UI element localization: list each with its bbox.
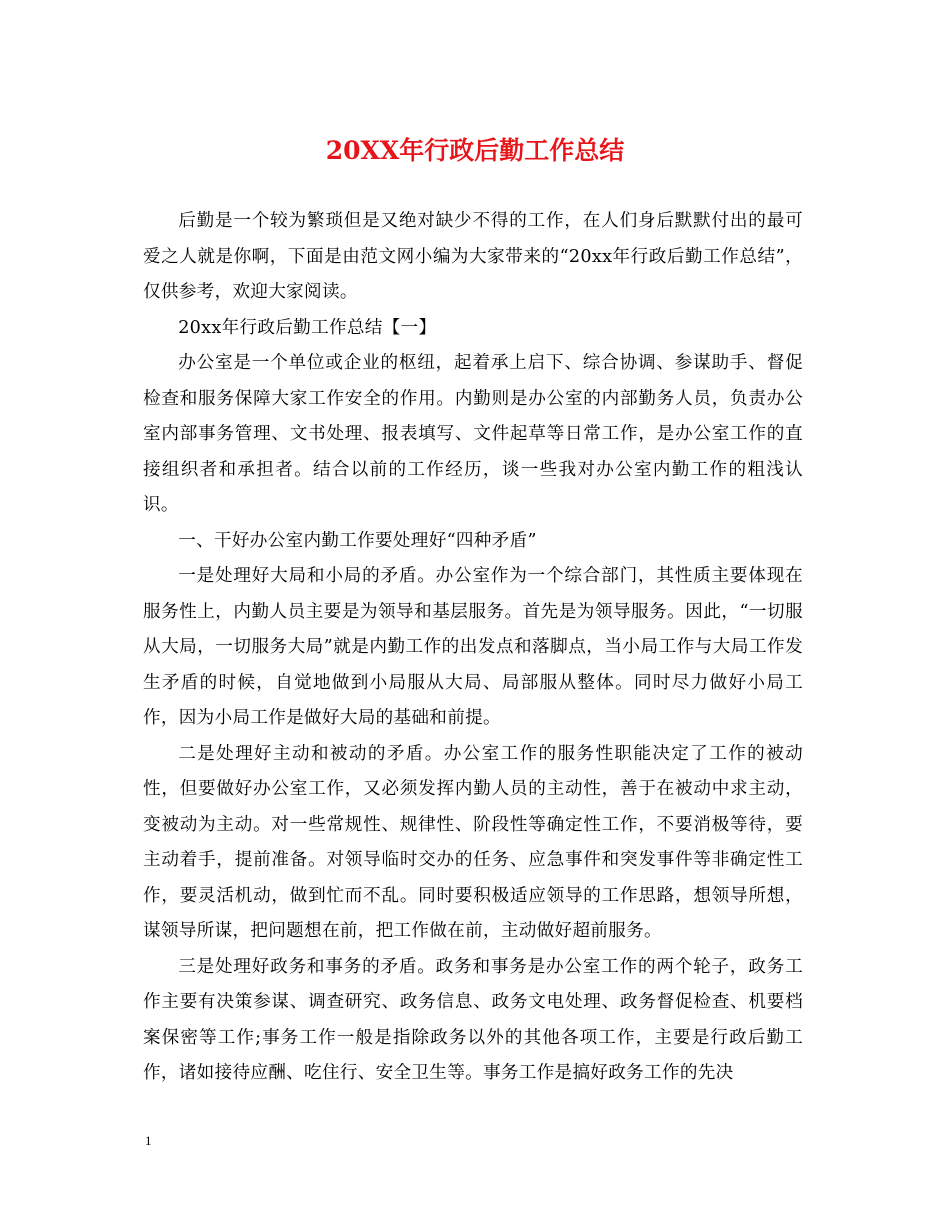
document-title: 20XX年行政后勤工作总结	[325, 136, 625, 165]
body-paragraph: 一是处理好大局和小局的矛盾。办公室作为一个综合部门，其性质主要体现在服务性上，内勤人员主要是为领导和基层服务。首先是为领导服务。因此，“一切服从大局，一切服务大局”就是内勤工作的出发点和落脚点，当小局工作与大局工作发生矛盾的时候，自觉地做到小局服从大局、局部服从整体。同时尽力做好小局工作，因为小局工作是做好大局的基础和前提。	[143, 566, 803, 728]
page-number: 1	[145, 1133, 152, 1148]
body-paragraph: 二是处理好主动和被动的矛盾。办公室工作的服务性职能决定了工作的被动性，但要做好办公室工作，又必须发挥内勤人员的主动性，善于在被动中求主动，变被动为主动。对一些常规性、规律性、阶段性等确定性工作，不要消极等待，要主动着手，提前准备。对领导临时交办的任务、应急事件和突发事件等非确定性工作，要灵活机动，做到忙而不乱。同时要积极适应领导的工作思路，想领导所想，谋领导所谋，把问题想在前，把工作做在前，主动做好超前服务。	[143, 743, 803, 941]
section-heading: 20xx年行政后勤工作总结【一】	[178, 317, 437, 338]
intro-paragraph: 后勤是一个较为繁琐但是又绝对缺少不得的工作，在人们身后默默付出的最可爱之人就是你啊，下面是由范文网小编为大家带来的“20xx年行政后勤工作总结”，仅供参考，欢迎大家阅读。	[143, 211, 803, 302]
body-paragraph: 三是处理好政务和事务的矛盾。政务和事务是办公室工作的两个轮子，政务工作主要有决策参谋、调查研究、政务信息、政务文电处理、政务督促检查、机要档案保密等工作;事务工作一般是指除政务以外的其他各项工作，主要是行政后勤工作，诸如接待应酬、吃住行、安全卫生等。事务工作是搞好政务工作的先决	[143, 956, 803, 1083]
document-body	[143, 204, 803, 1092]
subsection-heading: 一、干好办公室内勤工作要处理好“四种矛盾”	[178, 530, 537, 551]
body-paragraph: 办公室是一个单位或企业的枢纽，起着承上启下、综合协调、参谋助手、督促检查和服务保障大家工作安全的作用。内勤则是办公室的内部勤务人员，负责办公室内部事务管理、文书处理、报表填写、文件起草等日常工作，是办公室工作的直接组织者和承担者。结合以前的工作经历，谈一些我对办公室内勤工作的粗浅认识。	[143, 353, 803, 515]
